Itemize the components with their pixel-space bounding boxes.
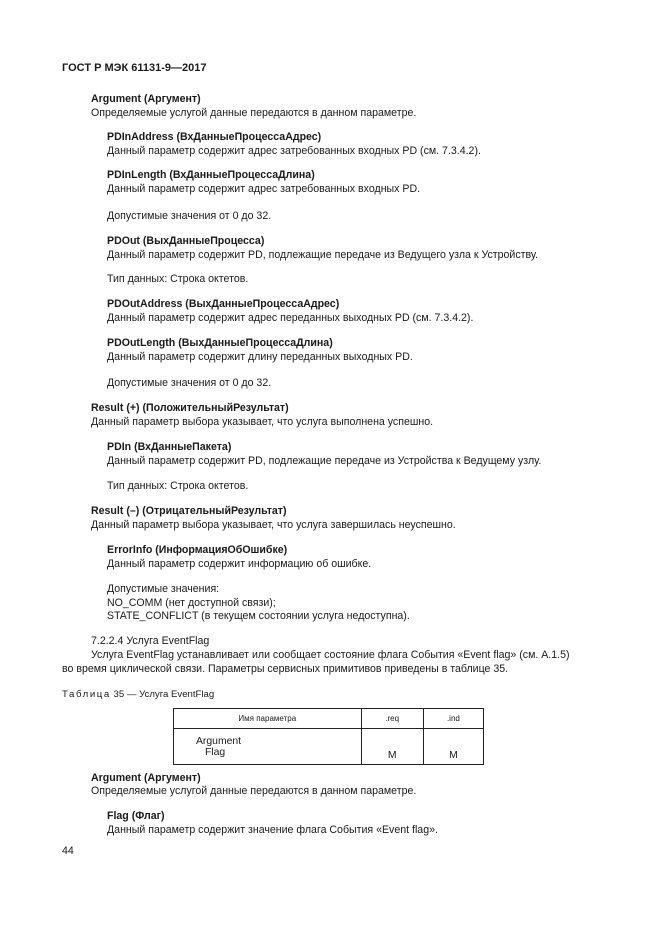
document-header: ГОСТ Р МЭК 61131-9—2017 [62,62,207,74]
flag-description: Данный параметр содержит значение флага События «Event flag». [107,824,438,836]
table-header-row [174,709,484,729]
result-negative-description: Данный параметр выбора указывает, что услуга завершилась неуспешно. [91,519,456,531]
result-positive-title: Result (+) (ПоложительныйРезультат) [91,402,289,414]
pdoutlength-range: Допустимые значения от 0 до 32. [107,377,272,389]
service-parameters-table [173,708,484,765]
pdin-datatype: Тип данных: Строка октетов. [107,480,249,492]
header-parameter-name: Имя параметра [174,709,362,729]
errorinfo-allowed-label: Допустимые значения: [107,583,220,595]
pdout-description: Данный параметр содержит PD, подлежащие передаче из Ведущего узла к Устройству. [107,249,539,261]
errorinfo-value-state-conflict: STATE_CONFLICT (в текущем состоянии услуга недоступна). [107,610,410,622]
pdin-description: Данный параметр содержит PD, подлежащие передаче из Устройства к Ведущему узлу. [107,455,542,467]
table-caption-title: 35 — Услуга EventFlag [110,689,215,700]
table-caption-word: Таблица [62,689,111,700]
pdout-datatype: Тип данных: Строка октетов. [107,273,249,285]
header-req: .req [361,709,423,729]
table-row [174,729,484,765]
clause-heading: 7.2.2.4 Услуга EventFlag [91,635,210,647]
header-ind: .ind [423,709,483,729]
param-flag: Flag [205,746,226,758]
pdoutaddress-description: Данный параметр содержит адрес переданных выходных PD (см. 7.3.4.2). [107,312,474,324]
result-positive-description: Данный параметр выбора указывает, что услуга выполнена успешно. [91,416,434,428]
pdinlength-range: Допустимые значения от 0 до 32. [107,210,272,222]
pdinlength-description: Данный параметр содержит адрес затребованных входных PD. [107,183,421,195]
parameter-name-cell [174,729,362,765]
pdin-title: PDIn (ВхДанныеПакета) [107,441,232,453]
argument-title: Argument (Аргумент) [91,93,201,105]
pdoutlength-title: PDOutLength (ВыхДанныеПроцессаДлина) [107,337,333,349]
pdinlength-title: PDInLength (ВхДанныеПроцессаДлина) [107,169,315,181]
pdinaddress-title: PDInAddress (ВхДанныеПроцессаАдрес) [107,131,322,143]
param-argument: Argument [196,735,242,747]
req-value: M [361,729,423,765]
pdoutaddress-title: PDOutAddress (ВыхДанныеПроцессаАдрес) [107,298,340,310]
errorinfo-title: ErrorInfo (ИнформацияОбОшибке) [107,544,288,556]
argument-description: Определяемые услугой данные передаются в данном параметре. [91,107,417,119]
pdoutlength-description: Данный параметр содержит длину переданных выходных PD. [107,351,413,363]
pdout-title: PDOut (ВыхДанныеПроцесса) [107,235,265,247]
clause-paragraph-line1: Услуга EventFlag устанавливает или сообщает состояние флага События «Event flag» (см. А.1.5) [91,649,570,661]
flag-title: Flag (Флаг) [107,810,165,822]
page-number: 44 [62,845,74,857]
argument2-description: Определяемые услугой данные передаются в данном параметре. [91,785,417,797]
errorinfo-value-no-comm: NO_COMM (нет доступной связи); [107,597,276,609]
argument2-title: Argument (Аргумент) [91,772,201,784]
table-caption [62,688,214,701]
result-negative-title: Result (–) (ОтрицательныйРезультат) [91,505,287,517]
errorinfo-description: Данный параметр содержит информацию об ошибке. [107,558,372,570]
ind-value: M [423,729,483,765]
pdinaddress-description: Данный параметр содержит адрес затребованных входных PD (см. 7.3.4.2). [107,145,481,157]
clause-paragraph-line2: во время циклической связи. Параметры сервисных примитивов приведены в таблице 35. [62,663,509,675]
